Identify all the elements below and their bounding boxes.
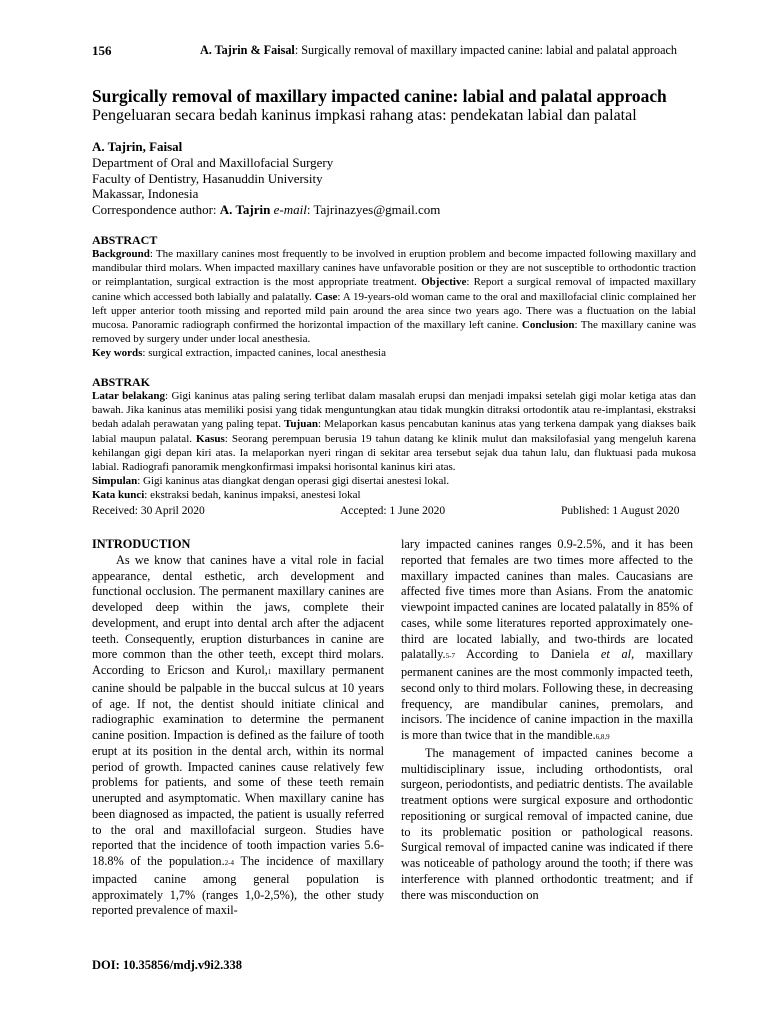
abstrak-background: : Gigi kaninus atas paling sering terlibat dalam masalah erupsi dan menjadi impaksi setelah gigi molar ketiga atas dan bawah. Jika kaninus atas memiliki posisi yang tidak menguntungkan atau tidak mungkin ditraksi ortodontik atau re-implantasi, ekstraksi bedah adalah perawatan yang paling tepat. xyxy=(92,390,696,431)
abstract-objective-label: Objective xyxy=(421,276,467,289)
abstrak-conclusion-label: Simpulan xyxy=(92,475,138,488)
body-column-left xyxy=(92,537,384,919)
abstract-case-label: Case xyxy=(314,290,338,303)
affiliation-faculty: Faculty of Dentistry, Hasanuddin University xyxy=(92,170,323,186)
abstrak-background-label: Latar belakang xyxy=(92,390,165,402)
keywords: : surgical extraction, impacted canines, local anesthesia xyxy=(142,347,386,360)
abstract-objective: : Report a surgical removal of impacted maxillary canine which accessed both labially and palatally. xyxy=(92,276,696,303)
abstract-english xyxy=(92,247,696,361)
abstract-case: : A 19-years-old woman came to the oral and maxillofacial clinic complained her left upper anterior tooth missing and reported mild pain around the area since two years ago. There was a fluctuation on the labial mucosa. Panoramic radiograph confirmed the horizontal impaction of the maxillary left canine. xyxy=(92,290,696,332)
abstrak-objective-label: Tujuan xyxy=(284,418,318,431)
running-authors: A. Tajrin & Faisal xyxy=(200,43,295,57)
affiliation-city: Makassar, Indonesia xyxy=(92,186,199,201)
abstrak-case: : Seorang perempuan berusia 19 tahun datang ke klinik mulut dan maksilofasial yang mengeluh karena kehilangan gigi depan kiri atas. Ia melaporkan nyeri ringan di sekitar area tersebut sejak dua tahun lalu, dan fluktuasi pada mukosa labial. Radiografi panoramik mengkonfirmasi impaksi horisontal kaninus kiri atas. xyxy=(92,432,696,474)
correspondence xyxy=(92,202,440,218)
abstract-conclusion: : The maxillary canine was removed by surgery under under local anesthesia. xyxy=(92,319,696,346)
citation: 5-7 xyxy=(445,652,455,661)
page-number: 156 xyxy=(92,43,112,58)
running-header xyxy=(200,43,677,58)
citation: 2-4 xyxy=(224,859,235,867)
body-column-right xyxy=(401,537,693,903)
affiliation-dept: Department of Oral and Maxillofacial Surgery xyxy=(92,155,334,170)
text-run: As we know that canines have a vital role in facial appearance, dental esthetic, arch development and functional occlusion. The permanent maxillary canines are developed deep within the jaws, complete their development, and erupt into dental arch after the adjacent teeth. Consequently, eruption disturbances in canine are more common than the other teeth, except third molars. According to Ericson and Kurol, xyxy=(92,552,384,677)
running-title: : Surgically removal of maxillary impacted canine: labial and palatal approach xyxy=(294,43,677,57)
text-run: lary impacted canines ranges 0.9-2.5%, and it has been reported that females are two times more affected to the maxillary impacted canines than males. Caucasians are affected five times more than Asians. From the anatomic viewpoint impacted canines are located palatally in 85% of cases, while some literatures reported approximately one-third are located labially, and two-thirds are located palatally. xyxy=(401,537,693,662)
abstrak-heading: ABSTRAK xyxy=(92,375,151,389)
paragraph-1-continued xyxy=(401,537,693,746)
paragraph-2: The management of impacted canines become a multidisciplinary issue, including orthodontists, oral surgeon, periodontists, and pediatric dentists. The available treatment options were surgical exposure and orthodontic repositioning or surgical removal of impacted canine, due to its problematic position or pathological reasons. Surgical removal of impacted canine was indicated if there was noticeable of pathology around the tooth; if there was interference with planned orthodontic treatment; and if there was misconduction on xyxy=(401,745,693,902)
abstract-background: : The maxillary canines most frequently to be involved in eruption problem and become impacted following maxillary and mandibular third molars. When impacted maxillary canines have unfavorable position or they are not susceptible to orthodontic traction or reimplantation, surgical extraction is the most appropriate treatment. xyxy=(92,248,696,289)
author-list: A. Tajrin, Faisal xyxy=(92,139,183,154)
email[interactable]: : Tajrinazyes@gmail.com xyxy=(306,201,441,217)
corr-name: A. Tajrin xyxy=(219,201,271,217)
published-date: Published: 1 August 2020 xyxy=(561,505,680,517)
doi[interactable]: DOI: 10.35856/mdj.v9i2.338 xyxy=(92,958,242,972)
corr-label: Correspondence author: xyxy=(92,201,220,217)
paper-title: Surgically removal of maxillary impacted canine: labial and palatal approach xyxy=(92,86,667,106)
text-run: , maxillary permanent canines are the most commonly impacted teeth, second only to third molars. Following these, in decreasing frequency, are mandibular canines, premolars, and incisors. The incidence of canine impaction in the maxilla is more than twice that in the mandible. xyxy=(401,647,693,742)
abstrak-case-label: Kasus xyxy=(196,432,225,445)
paper-subtitle: Pengeluaran secara bedah kaninus impkasi rahang atas: pendekatan labial dan palatal xyxy=(92,107,637,124)
et-al: et al xyxy=(600,647,632,662)
affiliation xyxy=(92,155,440,217)
keywords-label: Key words xyxy=(92,347,143,360)
accepted-date: Accepted: 1 June 2020 xyxy=(340,505,446,517)
paragraph-1 xyxy=(92,553,384,919)
kata-kunci-label: Kata kunci xyxy=(92,489,145,502)
abstract-conclusion-label: Conclusion xyxy=(521,319,575,332)
section-heading-introduction: INTRODUCTION xyxy=(92,537,191,551)
received-date: Received: 30 April 2020 xyxy=(92,505,205,517)
text-run: maxillary permanent canine should be palpable in the buccal sulcus at 10 years of age. If not, the dentist should initiate clinical and radiographic examination to determine the permanent canine position. Impaction is defined as the failure of tooth erupt at its position in the dental arch, within its normal period of growth. Impacted canines cause relatively few problems for patients, and some of these teeth remain unerupted and asymptomatic. When maxillary canine has been diagnosed as impacted, the patient is usually referred to the oral and maxillofacial surgeon. Studies have reported that the incidence of tooth impaction varies 5.6-18.8% of the population. xyxy=(92,663,384,868)
abstract-background-label: Background xyxy=(92,248,150,260)
abstrak-conclusion: : Gigi kaninus atas diangkat dengan operasi gigi disertai anestesi lokal. xyxy=(137,475,450,488)
abstrak-objective: : Melaporkan kasus pencabutan kaninus atas yang terkena dampak yang diakses baik labial maupun palatal. xyxy=(92,418,696,445)
text-run: According to Daniela xyxy=(454,647,601,662)
citation: 1 xyxy=(267,668,272,676)
abstract-heading: ABSTRACT xyxy=(92,233,158,247)
email-label: e-mail xyxy=(270,201,307,217)
kata-kunci: : ekstraksi bedah, kaninus impaksi, anestesi lokal xyxy=(144,489,361,502)
abstract-indonesian xyxy=(92,389,696,503)
citation: 6,8,9 xyxy=(595,733,610,741)
text-run: The incidence of maxillary impacted canine among general population is approximately 1,7% (ranges 1,0-2,5%), the other study reported prevalence of maxil- xyxy=(92,854,384,918)
